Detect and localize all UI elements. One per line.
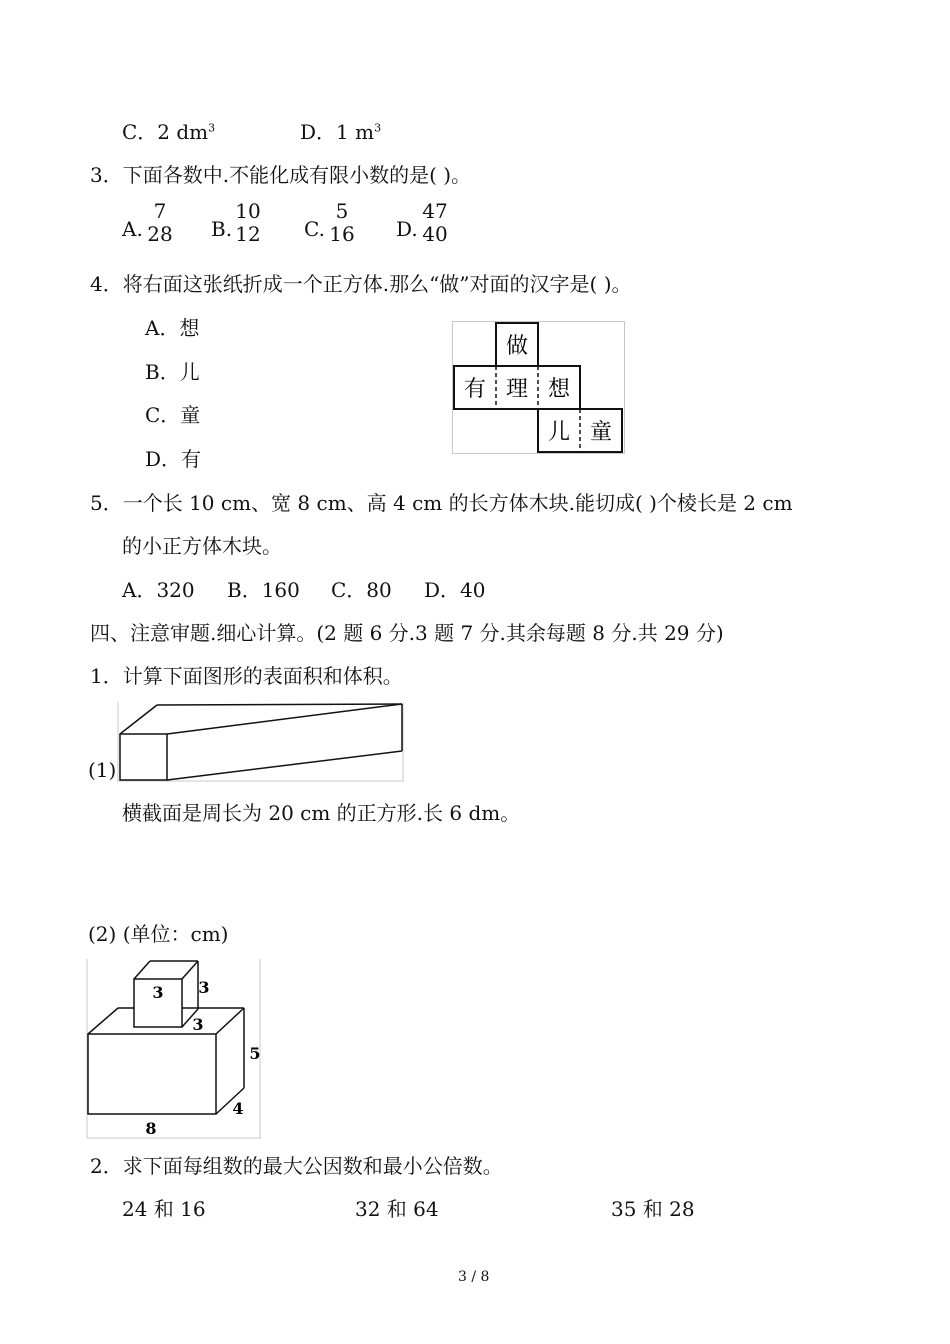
- figure2-small-bottom-label: 3: [192, 1015, 204, 1034]
- net-char-zuo: 做: [505, 334, 529, 359]
- figure2-big-depth-label: 4: [232, 1099, 244, 1118]
- page-number: 3 / 8: [458, 1269, 490, 1285]
- section4-q1-stem: 1．计算下面图形的表面积和体积。: [90, 664, 403, 688]
- figure1-caption: 横截面是周长为 20 cm 的正方形.长 6 dm。: [122, 801, 521, 825]
- figure2-big-height-label: 5: [249, 1044, 261, 1063]
- q3-stem: 3．下面各数中.不能化成有限小数的是( )。: [90, 163, 472, 187]
- q4-option-a: A．想: [145, 316, 200, 340]
- q3-option-d-fraction: [421, 200, 449, 246]
- q3-option-a-numerator: 7: [153, 199, 167, 223]
- section4-q2-stem: 2．求下面每组数的最大公因数和最小公倍数。: [90, 1154, 503, 1178]
- q5-stem-line2: 的小正方体木块。: [122, 534, 282, 558]
- q3-option-c-label: C.: [304, 217, 325, 241]
- q3-option-b-denominator: 12: [235, 222, 261, 246]
- q4-option-c: C．童: [145, 403, 201, 427]
- q2-option-c-sup: 3: [208, 121, 216, 135]
- q3-option-a-denominator: 28: [147, 222, 173, 246]
- q4-option-b: B．儿: [145, 360, 200, 384]
- q2-pair-2: 32 和 64: [355, 1197, 439, 1221]
- q3-option-b-label: B.: [211, 217, 233, 241]
- q3-option-c-fraction: [328, 200, 356, 246]
- q4-stem: 4．将右面这张纸折成一个正方体.那么“做”对面的汉字是( )。: [90, 272, 632, 296]
- figure2-small-front-label: 3: [152, 983, 164, 1002]
- q2-option-c-text: C．2 dm: [122, 120, 209, 144]
- q2-option-d-text: D．1 m: [300, 120, 375, 144]
- q2-pair-1: 24 和 16: [122, 1197, 206, 1221]
- figure2-composite-solid: [86, 958, 264, 1140]
- net-char-tong: 童: [589, 420, 613, 445]
- figure1-prism: [117, 701, 406, 783]
- q3-option-d-label: D.: [396, 217, 418, 241]
- q3-option-a-fraction: [146, 200, 174, 246]
- q2-pair-3: 35 和 28: [611, 1197, 695, 1221]
- q2-option-c: [122, 116, 215, 145]
- q5-option-b: B．160: [227, 578, 300, 602]
- q4-option-d: D．有: [145, 447, 202, 471]
- figure1-label: (1): [88, 758, 117, 782]
- q2-option-d: [300, 116, 381, 145]
- q3-option-c-numerator: 5: [335, 199, 349, 223]
- net-char-li: 理: [505, 377, 529, 402]
- q3-option-b-numerator: 10: [235, 199, 261, 223]
- q5-option-a: A．320: [122, 578, 195, 602]
- q3-option-c-denominator: 16: [329, 222, 355, 246]
- net-char-you: 有: [463, 377, 487, 402]
- q5-option-c: C．80: [331, 578, 392, 602]
- q3-option-b-fraction: [234, 200, 262, 246]
- q3-option-d-denominator: 40: [422, 222, 448, 246]
- section4-heading: 四、注意审题.细心计算。(2 题 6 分.3 题 7 分.其余每题 8 分.共 29 分): [90, 621, 724, 645]
- q5-option-d: D．40: [424, 578, 486, 602]
- q2-option-d-sup: 3: [374, 121, 382, 135]
- q3-option-a-label: A.: [122, 217, 143, 241]
- net-char-xiang: 想: [547, 377, 571, 402]
- q3-option-d-numerator: 47: [422, 199, 448, 223]
- q5-stem-line1: 5．一个长 10 cm、宽 8 cm、高 4 cm 的长方体木块.能切成( )个棱长是 2 cm: [90, 491, 793, 515]
- cube-net-figure: [452, 321, 626, 455]
- figure2-label: (2) (单位：cm): [88, 922, 229, 946]
- figure2-big-length-label: 8: [145, 1119, 157, 1138]
- figure2-small-side-label: 3: [198, 978, 210, 997]
- net-char-er: 儿: [547, 420, 571, 445]
